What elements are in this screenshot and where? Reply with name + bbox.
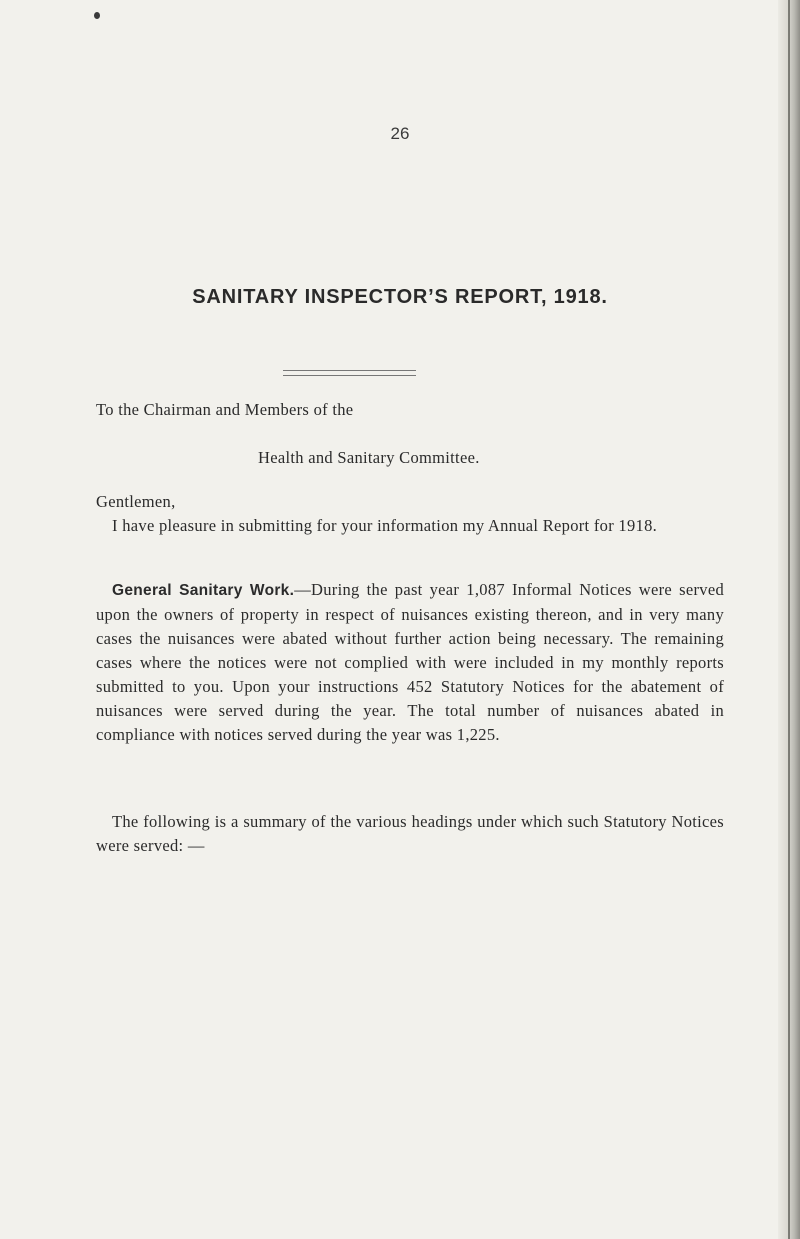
title-rule bbox=[283, 370, 416, 376]
section-heading: General Sanitary Work. bbox=[112, 582, 295, 599]
paragraph-general-body: —During the past year 1,087 Informal Notices were served upon the owners of property in respect of nuisances existing thereon, and in very many cases the nuisances were abated without further action being necessary. The remaining cases where the notices were not complied with were included in my monthly reports submitted to you. Upon your instructions 452 Statutory Notices for the abatement of nuisances were served during the year. The total number of nuisances abated in compliance with notices served during the year was 1,225. bbox=[96, 580, 724, 744]
page-edge-line bbox=[788, 0, 790, 1239]
paragraph-intro: I have pleasure in submitting for your information my Annual Report for 1918. bbox=[112, 516, 658, 535]
ink-dot bbox=[94, 12, 100, 19]
address-line-2: Health and Sanitary Committee. bbox=[258, 448, 480, 467]
page-number: 26 bbox=[390, 124, 410, 143]
address-line-1: To the Chairman and Members of the bbox=[96, 400, 354, 419]
paragraph-summary: The following is a summary of the various headings under which such Statutory Notices were served: — bbox=[96, 812, 724, 855]
salutation: Gentlemen, bbox=[96, 492, 176, 511]
page-title: SANITARY INSPECTOR’S REPORT, 1918. bbox=[192, 286, 608, 308]
paragraph-general-sanitary-work bbox=[96, 578, 724, 747]
